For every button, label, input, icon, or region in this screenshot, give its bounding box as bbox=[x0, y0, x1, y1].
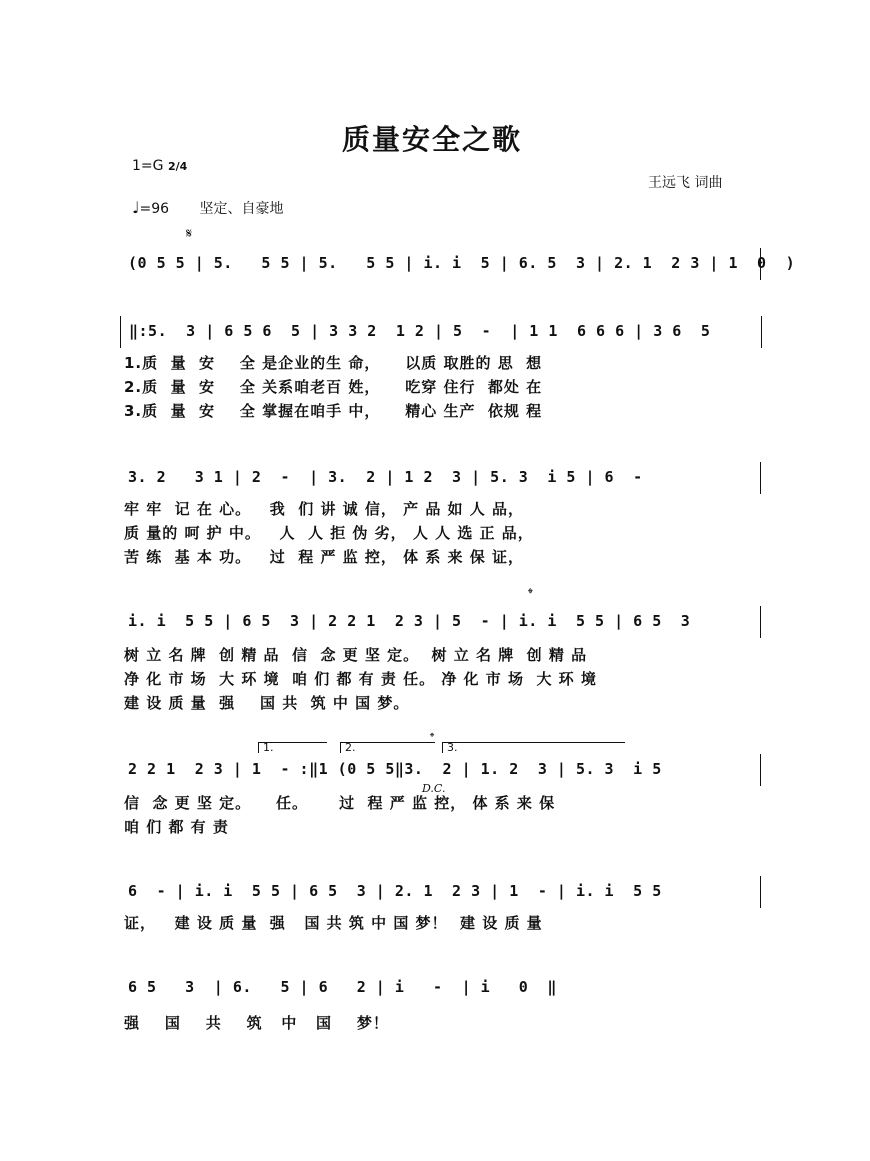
row-6-lyric-1: 证， 建 设 质 量 强 国 共 筑 中 国 梦！ 建 设 质 量 bbox=[124, 914, 543, 932]
segno-mark: 𝄋 bbox=[186, 226, 193, 242]
tempo-value: =96 bbox=[139, 201, 170, 217]
score-row-6 bbox=[120, 876, 761, 908]
key-label: 1=G bbox=[132, 158, 164, 174]
score-row-7 bbox=[120, 972, 760, 1004]
row-5-lyric-1: 信 念 更 坚 定。 任。 过 程 严 监 控， 体 系 来 保 bbox=[124, 794, 556, 812]
time-signature: 2/4 bbox=[167, 160, 188, 173]
volta-3-bracket bbox=[442, 742, 625, 753]
row-4-lyric-3: 建 设 质 量 强 国 共 筑 中 国 梦。 bbox=[124, 694, 410, 712]
row-6-notes: 6 - | i. i 5 5 | 6 5 3 | 2. 1 2 3 | 1 - | i. i 5 5 bbox=[128, 882, 662, 900]
row-7-notes: 6 5 3 | 6. 5 | 6 2 | i - | i 0 ‖ bbox=[128, 978, 557, 996]
dc-mark: D.C. bbox=[422, 782, 446, 795]
row-5-lyric-2: 咱 们 都 有 责 bbox=[124, 818, 229, 836]
row-3-lyric-2: 质 量的 呵 护 中。 人 人 拒 伪 劣， 人 人 选 正 品， bbox=[124, 524, 534, 542]
coda-mark: 𝄌 bbox=[528, 586, 533, 602]
song-title: 质量安全之歌 bbox=[342, 123, 523, 156]
score-row-1 bbox=[120, 248, 796, 280]
score-row-4 bbox=[120, 606, 761, 638]
volta-2-bracket bbox=[340, 742, 435, 753]
row-2-lyric-2: 2.质 量 安 全 关系咱老百 姓， 吃穿 住行 都处 在 bbox=[124, 378, 543, 396]
coda-mark-2: 𝄌 bbox=[430, 730, 435, 744]
volta-2-label: 2. bbox=[345, 741, 356, 754]
row-2-lyric-3: 3.质 量 安 全 掌握在咱手 中， 精心 生产 依规 程 bbox=[124, 402, 543, 420]
volta-1-bracket bbox=[258, 742, 327, 753]
row-1-notes: (0 5 5 | 5. 5 5 | 5. 5 5 | i. i 5 | 6. 5 3 | 2. 1 2 3 | 1 0 ) bbox=[128, 254, 796, 272]
row-4-lyric-2: 净 化 市 场 大 环 境 咱 们 都 有 责 任。 净 化 市 场 大 环 境 bbox=[124, 670, 597, 688]
row-3-lyric-1: 牢 牢 记 在 心。 我 们 讲 诚 信， 产 品 如 人 品， bbox=[124, 500, 525, 518]
row-3-lyric-3: 苦 练 基 本 功。 过 程 严 监 控， 体 系 来 保 证， bbox=[124, 548, 525, 566]
row-4-lyric-1: 树 立 名 牌 创 精 品 信 念 更 坚 定。 树 立 名 牌 创 精 品 bbox=[124, 646, 588, 664]
row-3-notes: 3. 2 3 1 | 2 - | 3. 2 | 1 2 3 | 5. 3 i 5 | 6 - bbox=[128, 468, 643, 486]
row-5-notes: 2 2 1 2 3 | 1 - :‖1 (0 5 5‖3. 2 | 1. 2 3 | 5. 3 i 5 bbox=[128, 760, 662, 778]
row-4-notes: i. i 5 5 | 6 5 3 | 2 2 1 2 3 | 5 - | i. i 5 5 | 6 5 3 bbox=[128, 612, 691, 630]
row-2-notes: ‖:5. 3 | 6 5 6 5 | 3 3 2 1 2 | 5 - | 1 1 6 6 6 | 3 6 5 bbox=[129, 322, 711, 340]
score-row-3 bbox=[120, 462, 761, 494]
key-signature bbox=[132, 158, 187, 174]
row-7-lyric-1: 强 国 共 筑 中 国 梦！ bbox=[124, 1014, 389, 1032]
volta-3-label: 3. bbox=[447, 741, 458, 754]
score-row-2 bbox=[120, 316, 762, 348]
tempo-line bbox=[132, 198, 284, 218]
volta-1-label: 1. bbox=[263, 741, 274, 754]
row-2-lyric-1: 1.质 量 安 全 是企业的生 命， 以质 取胜的 思 想 bbox=[124, 354, 543, 372]
quarter-note-icon: ♩ bbox=[132, 198, 140, 217]
expression-mark: 坚定、自豪地 bbox=[199, 201, 284, 217]
credit-line: 王远飞 词曲 bbox=[648, 175, 723, 191]
